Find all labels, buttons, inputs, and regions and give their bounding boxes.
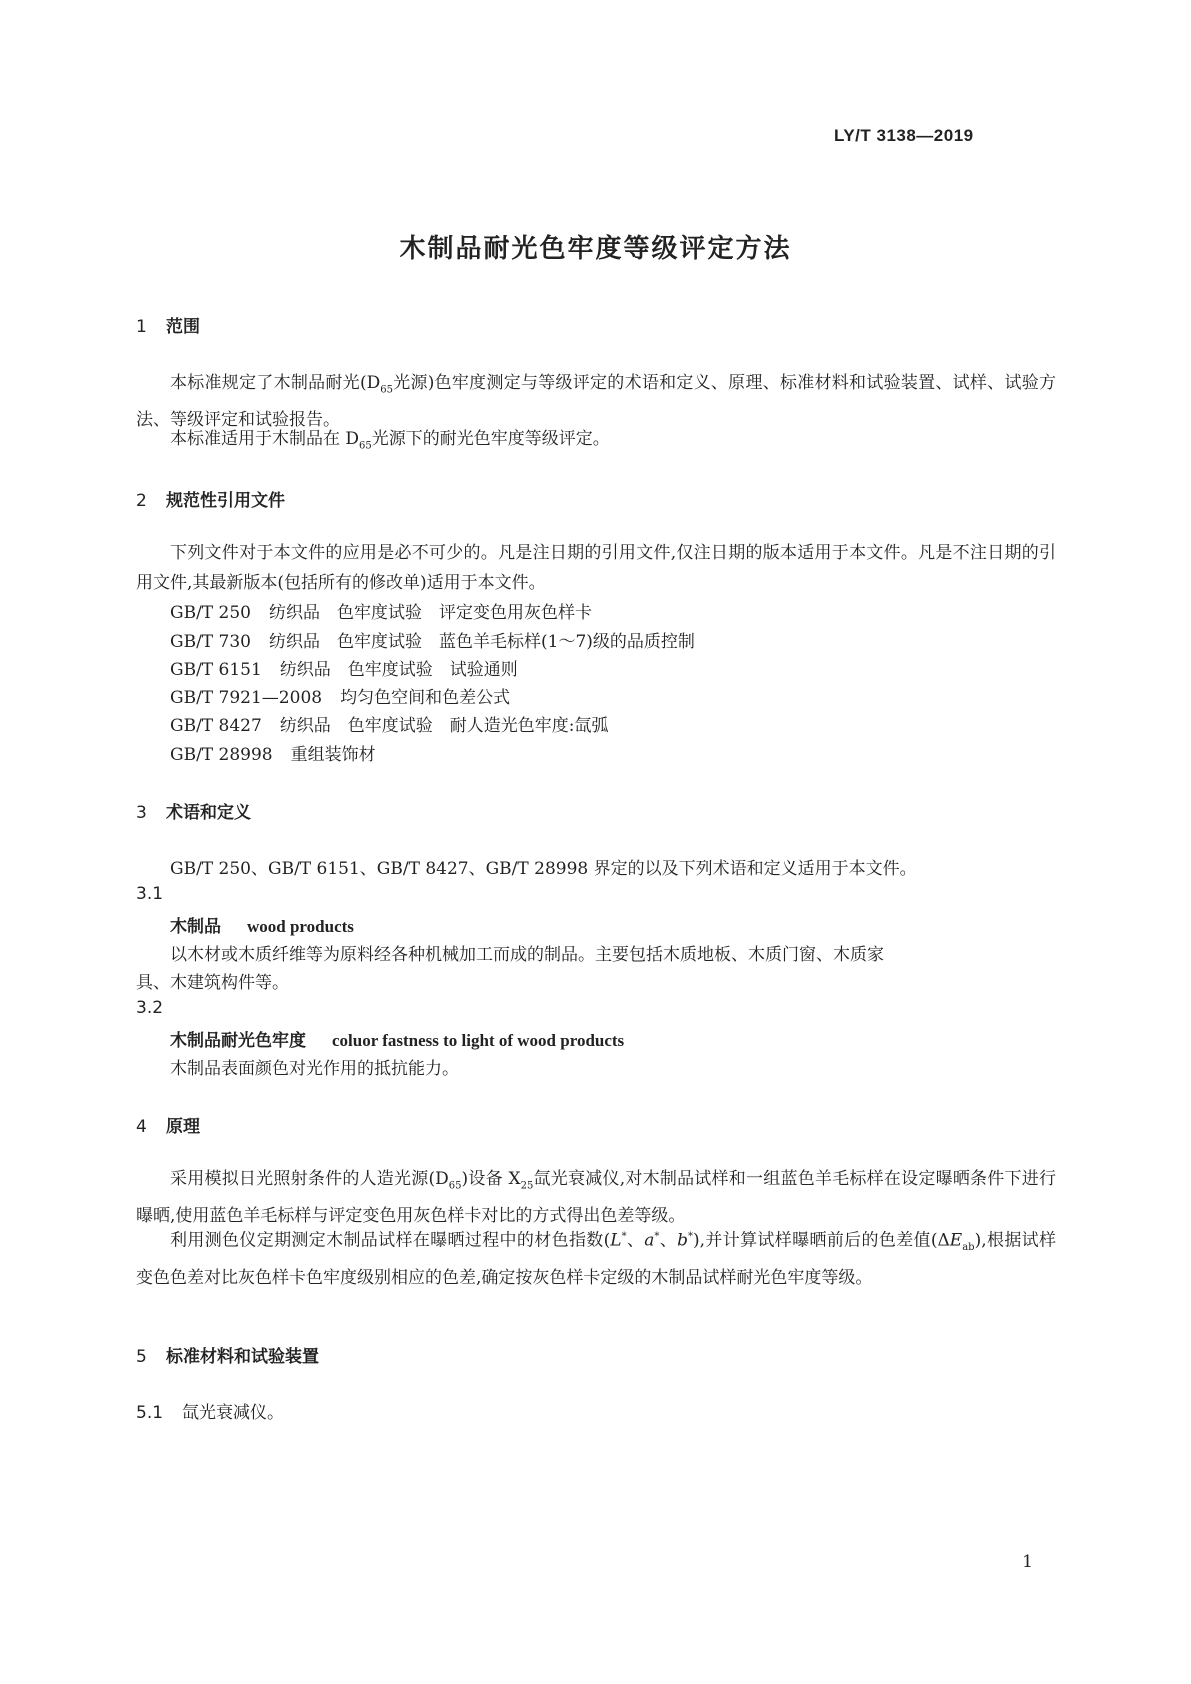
section-title: 术语和定义	[166, 803, 251, 823]
section-5-heading	[136, 1342, 319, 1367]
reference-item: GB/T 28998 重组装饰材	[170, 745, 376, 765]
term-heading: 木制品耐光色牢度 coluor fastness to light of wood products	[170, 1031, 625, 1051]
section-title: 标准材料和试验装置	[166, 1347, 319, 1367]
section-1-heading	[136, 312, 200, 337]
term-definition-continued: 具、木建筑构件等。	[136, 973, 289, 993]
section-3-intro: GB/T 250、GB/T 6151、GB/T 8427、GB/T 28998 界定的以及下列术语和定义适用于本文件。	[170, 859, 917, 879]
reference-item: GB/T 7921—2008 均匀色空间和色差公式	[170, 688, 511, 708]
reference-item: GB/T 6151 纺织品 色牢度试验 试验通则	[170, 660, 518, 680]
item-number: 5.1	[136, 1403, 164, 1423]
section-1-paragraph-1: 本标准规定了木制品耐光($D_{65}$光源)色牢度测定与等级评定的术语和定义、原理、标准材料和试验装置、试样、试验方法、等级评定和试验报告。	[136, 373, 1056, 431]
item-text: 氙光衰减仪。	[182, 1403, 284, 1423]
section-3-heading	[136, 798, 251, 823]
term-heading: 木制品 wood products	[170, 917, 354, 937]
section-title: 范围	[166, 317, 200, 337]
section-4-paragraph-2: 利用测色仪定期测定木制品试样在曝晒过程中的材色指数(L*、a*、b*),并计算试样曝晒前后的色差值$(\Delta E_{ab})$,根据试样变色色差对比灰色样卡色牢度级别相应的色差,确定按灰色样卡定级的木制品试样耐光色牢度等级。	[136, 1230, 1057, 1289]
section-title: 规范性引用文件	[166, 491, 285, 511]
term-number: 3.2	[136, 998, 164, 1018]
section-number: 3	[136, 803, 147, 823]
term-definition: 木制品表面颜色对光作用的抵抗能力。	[170, 1059, 459, 1079]
section-title: 原理	[166, 1117, 200, 1137]
standard-code: LY/T 3138—2019	[834, 126, 974, 145]
term-number: 3.1	[136, 884, 164, 904]
term-definition: 以木材或木质纤维等为原料经各种机械加工而成的制品。主要包括木质地板、木质门窗、木质家	[170, 945, 884, 965]
section-4-heading	[136, 1112, 200, 1137]
page-number: 1	[1022, 1552, 1033, 1572]
section-number: 5	[136, 1347, 147, 1367]
section-number: 1	[136, 317, 147, 337]
section-2-intro: 下列文件对于本文件的应用是必不可少的。凡是注日期的引用文件,仅注日期的版本适用于本文件。凡是不注日期的引用文件,其最新版本(包括所有的修改单)适用于本文件。	[136, 543, 1056, 593]
section-4-paragraph-1: 采用模拟日光照射条件的人造光源$(D_{65})$设备 $X_{25}$氙光衰减仪,对木制品试样和一组蓝色羊毛标样在设定曝晒条件下进行曝晒,使用蓝色羊毛标样与评定变色用灰色样卡对比的方式得出色差等级。	[136, 1169, 1056, 1227]
section-number: 4	[136, 1117, 147, 1137]
section-number: 2	[136, 491, 147, 511]
section-2-heading	[136, 486, 285, 511]
document-title: 木制品耐光色牢度等级评定方法	[399, 234, 792, 264]
section-1-paragraph-2: 本标准适用于木制品在 $D_{65}$光源下的耐光色牢度等级评定。	[170, 429, 610, 452]
reference-item: GB/T 250 纺织品 色牢度试验 评定变色用灰色样卡	[170, 603, 592, 623]
section-5-item	[136, 1398, 284, 1423]
reference-item: GB/T 730 纺织品 色牢度试验 蓝色羊毛标样(1～7)级的品质控制	[170, 632, 695, 652]
reference-item: GB/T 8427 纺织品 色牢度试验 耐人造光色牢度:氙弧	[170, 716, 609, 736]
